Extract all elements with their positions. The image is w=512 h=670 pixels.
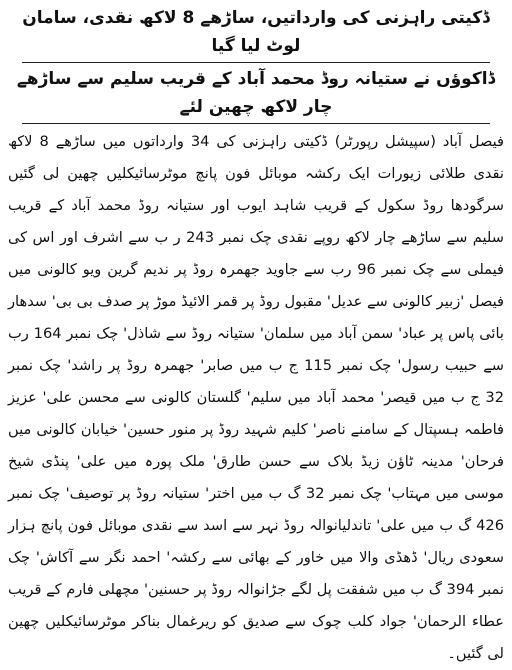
article-body: فیصل آباد (سپیشل رپورٹر) ڈکیتی راہزنی کی 34 وارداتوں میں ساڑھے 8 لاکھ نقدی طلائی زیورات ایک رکشہ موبائل فون پانچ موٹرسائیکلیں چھین لی گئیں سرگودھا روڈ سکول کے قریب شاہد ایوب اور ستیانہ روڈ محمد آباد کے قریب سلیم سے ساڑھے چار لاکھ روپے نقدی چک نمبر 243 ر ب سے اشرف اور اس کی فیملی سے چک نمبر 96 رب سے جاوید جھمرہ روڈ پر ندیم گرین ویو کالونی میں فیصل 'زبیر کالونی سے عدیل' مقبول روڈ پر قمر الائیڈ موڑ پر صدف بی بی' سدھار بائی پاس پر عباد' سمن آباد میں سلمان' ستیانہ روڈ سے شاذل' چک نمبر 164 رب سے حبیب رسول' چک نمبر 115 ج ب میں صابر' جھمرہ روڈ پر راشد' چک نمبر 32 ج ب میں قیصر' محمد آباد میں سلیم' گلستان کالونی سے محسن علی' عزیز فاطمہ ہسپتال کے سامنے ناصر' کلیم شہید روڈ پر منور حسین' خیابان کالونی میں فرحان' مدینہ ٹاؤن زیڈ بلاک سے حسن طارق' ملک پورہ میں علی' پنڈی شیخ موسی میں مہتاب' چک نمبر 32 گ ب میں اختر' ستیانہ روڈ پر توصیف' چک نمبر 426 گ ب میں علی' تاندلیانوالہ روڈ نہر سے اسد سے نقدی موبائل فون پانچ ہزار سعودی ریال' ڈھڈی والا میں خاور کے بھائی سے رکشہ' احمد نگر سے آکاش' چک نمبر 394 گ ب میں شفقت پل لگے جڑانوالہ روڈ پر حسنین' مچھلی فارم کے قریب عطاء الرحمان' جواد کلب چوک سے صدیق کو ریرغمال بناکر موٹرسائیکلیں چھین لی گئیں۔: [8, 133, 505, 662]
headline: ڈکیتی راہزنی کی وارداتیں، ساڑھے 8 لاکھ نقدی، سامان لوٹ لیا گیا: [22, 8, 490, 56]
headline-divider: [22, 62, 490, 63]
subheadline: ڈاکوؤں نے ستیانہ روڈ محمد آباد کے قریب سلیم سے ساڑھے چار لاکھ چھین لئے: [16, 69, 496, 117]
subheadline-divider: [22, 123, 490, 124]
